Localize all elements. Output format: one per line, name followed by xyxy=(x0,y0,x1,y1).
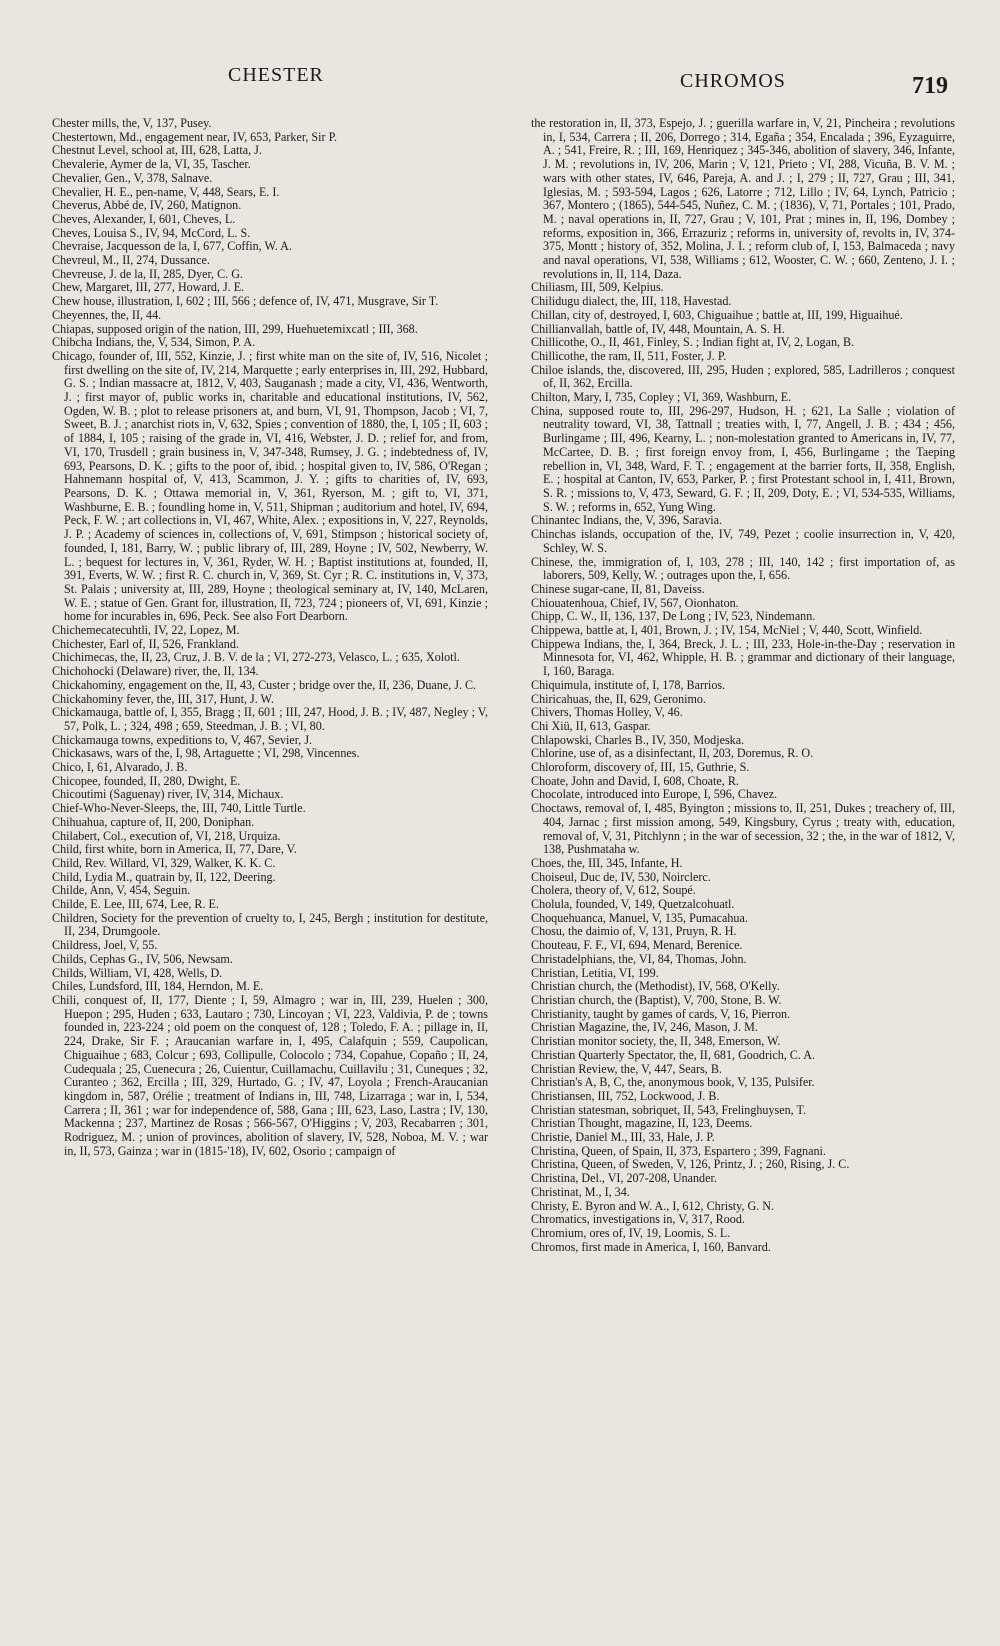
index-entry: Chillianvallah, battle of, IV, 448, Mountain, A. S. H. xyxy=(531,321,785,336)
index-entry: Chosu, the daimio of, V, 131, Pruyn, R. H. xyxy=(531,924,737,939)
index-entry: Christian, Letitia, VI, 199. xyxy=(531,965,659,980)
index-entry: Choate, John and David, I, 608, Choate, R. xyxy=(531,773,739,788)
index-entry: Chiricahuas, the, II, 629, Geronimo. xyxy=(531,691,706,706)
index-entry: China, supposed route to, III, 296-297, Hudson, H. ; 621, La Salle ; violation of neutrality toward, VI, 38, Tattnall ; treaties with, I, 77, Angell, J. B. ; 434 ; 456, Burlingame ; III, 496, Kearny, L. ; non-molestation granted to Americans in, IV, 77, McCartee, D. B. ; first foreign envoy from, I, 456, Burlingame ; the Taeping rebellion in, VI, 348, Ward, F. T. ; engagement at the barrier forts, II, 358, English, E. ; hospital at Canton, IV, 653, Parker, P. ; first Protestant school in, I, 411, Brown, S. R. ; missions to, V, 473, Seward, G. F. ; II, 209, Doty, E. ; VI, 534-535, Williams, S. W. ; reforms in, 652, Yung Wing. xyxy=(531,403,955,514)
index-entry: Chiapas, supposed origin of the nation, III, 299, Huehuetemixcatl ; III, 368. xyxy=(52,321,418,336)
index-entry: Childs, William, VI, 428, Wells, D. xyxy=(52,965,223,980)
index-entry: Chinese sugar-cane, II, 81, Daveiss. xyxy=(531,581,705,596)
index-entry: Chippewa, battle at, I, 401, Brown, J. ; IV, 154, McNiel ; V, 440, Scott, Winfield. xyxy=(531,623,923,638)
index-entry: Choiseul, Duc de, IV, 530, Noirclerc. xyxy=(531,869,711,884)
index-entry: Christian monitor society, the, II, 348, Emerson, W. xyxy=(531,1034,781,1049)
index-entry: Chippewa Indians, the, I, 364, Breck, J. L. ; III, 233, Hole-in-the-Day ; reservation in Minnesota for, VI, 462, Whipple, H. B. ; grammar and dictionary of their language, I, 160, Baraga. xyxy=(531,636,955,679)
index-entry: Chinantec Indians, the, V, 396, Saravia. xyxy=(531,513,723,528)
index-entry: Christina, Queen, of Sweden, V, 126, Printz, J. ; 260, Rising, J. C. xyxy=(531,1157,850,1172)
index-entry: Chicopee, founded, II, 280, Dwight, E. xyxy=(52,773,241,788)
index-entry: Chester mills, the, V, 137, Pusey. xyxy=(52,117,212,130)
index-entry: Child, Rev. Willard, VI, 329, Walker, K. K. C. xyxy=(52,855,276,870)
index-entry: Christinat, M., I, 34. xyxy=(531,1184,630,1199)
index-entry: Chihuahua, capture of, II, 200, Doniphan. xyxy=(52,814,255,829)
index-entry: Chinese, the, immigration of, I, 103, 278 ; III, 140, 142 ; first importation of, as laborers, 509, Kelly, W. ; outrages upon the, I, 656. xyxy=(531,554,955,583)
index-entry: Cheverus, Abbé de, IV, 260, Matignon. xyxy=(52,198,242,213)
index-entry: Childe, E. Lee, III, 674, Lee, R. E. xyxy=(52,897,219,912)
index-entry: Chickahominy, engagement on the, II, 43, Custer ; bridge over the, II, 236, Duane, J. C. xyxy=(52,677,477,692)
index-entry: Christian Review, the, V, 447, Sears, B. xyxy=(531,1061,722,1076)
index-entry: Choquehuanca, Manuel, V, 135, Pumacahua. xyxy=(531,910,748,925)
index-entry: Chickamauga, battle of, I, 355, Bragg ; II, 601 ; III, 247, Hood, J. B. ; IV, 487, Negley ; V, 57, Polk, L. ; 324, 498 ; 659, Steedman, J. B. ; VI, 80. xyxy=(52,705,488,733)
index-entry: Chevalerie, Aymer de la, VI, 35, Tascher. xyxy=(52,157,251,172)
index-entry: Chew house, illustration, I, 602 ; III, 566 ; defence of, IV, 471, Musgrave, Sir T. xyxy=(52,294,439,309)
index-entry: Chiouatenhoua, Chief, IV, 567, Oionhaton. xyxy=(531,595,739,610)
index-entry: Chevalier, H. E., pen-name, V, 448, Sears, E. I. xyxy=(52,184,280,199)
index-entry: Chillan, city of, destroyed, I, 603, Chiguaihue ; battle at, III, 199, Higuaihué. xyxy=(531,307,903,322)
index-entry: Chilton, Mary, I, 735, Copley ; VI, 369, Washburn, E. xyxy=(531,390,792,405)
index-entry: Chloroform, discovery of, III, 15, Guthrie, S. xyxy=(531,760,750,775)
index-entry: Christian statesman, sobriquet, II, 543, Frelinghuysen, T. xyxy=(531,1102,806,1117)
index-entry: Chichemecatecuhtli, IV, 22, Lopez, M. xyxy=(52,623,240,638)
index-entry: Christian Thought, magazine, II, 123, Deems. xyxy=(531,1116,753,1131)
index-entry: Chickasaws, wars of the, I, 98, Artaguette ; VI, 298, Vincennes. xyxy=(52,746,360,761)
index-entry: Christian Quarterly Spectator, the, II, 681, Goodrich, C. A. xyxy=(531,1047,815,1062)
index-entry: Chico, I, 61, Alvarado, J. B. xyxy=(52,760,188,775)
index-entry: Chew, Margaret, III, 277, Howard, J. E. xyxy=(52,280,245,295)
index-entry: Christian church, the (Baptist), V, 700, Stone, B. W. xyxy=(531,993,782,1007)
index-entry: Chestertown, Md., engagement near, IV, 653, Parker, Sir P. xyxy=(52,129,337,144)
index-entry: Christian church, the (Methodist), IV, 568, O'Kelly. xyxy=(531,979,780,994)
index-entry: Choctaws, removal of, I, 485, Byington ; missions to, II, 251, Dukes ; treachery of, III, 404, Jarnac ; first mission among, 549, Kingsbury, Cyrus ; treaty with, education, removal of, V, 31, Pitchlynn ; in the war of secession, 32 ; the, in the war of 1812, V, 138, Pushmataha w. xyxy=(531,801,955,857)
index-entry: Cholera, theory of, V, 612, Soupé. xyxy=(531,883,696,898)
index-entry: Chichohocki (Delaware) river, the, II, 134. xyxy=(52,664,259,679)
index-entry: Child, Lydia M., quatrain by, II, 122, Deering. xyxy=(52,869,276,884)
running-head-left: CHESTER xyxy=(228,64,324,86)
index-column-right xyxy=(531,117,955,1639)
index-entry: Chillicothe, the ram, II, 511, Foster, J. P. xyxy=(531,348,727,363)
index-entry: Chinchas islands, occupation of the, IV, 749, Pezet ; coolie insurrection in, V, 420, Schley, W. S. xyxy=(531,527,955,555)
index-entry: Christina, Del., VI, 207-208, Unander. xyxy=(531,1171,717,1186)
index-entry: Chickahominy fever, the, III, 317, Hunt, J. W. xyxy=(52,691,274,706)
index-entry: Childress, Joel, V, 55. xyxy=(52,938,158,953)
index-entry: Childs, Cephas G., IV, 506, Newsam. xyxy=(52,951,233,966)
index-entry: Chicago, founder of, III, 552, Kinzie, J. ; first white man on the site of, IV, 516, Nicolet ; first dwelling on the site of, IV, 214, Marquette ; early enterprises in, III, 292, Hubbard, G. S. ; Indian massacre at, 1812, V, 403, Sauganash ; made a city, VI, 436, Wentworth, J. ; first mayor of, public works in, charitable and educational institutions, IV, 562, Ogden, W. B. ; plot to release prisoners at, and burn, VI, 91, Thompson, Jacob ; VI, 7, Sweet, B. J. ; anarchist riots in, V, 632, Spies ; convention of 1880, the, I, 105 ; II, 603 ; of 1884, I, 105 ; raising of the grade in, VI, 416, Webster, J. D. ; relief for, and from, VI, 170, Trusdell ; grain business in, V, 347-348, Rumsey, J. G. ; indebtedness of, IV, 693, Pearsons, D. K. ; gifts to the poor of, ibid. ; hospital given to, IV, 586, O'Regan ; Hahnemann hospital of, V, 413, Scammon, J. Y. ; gifts to charities of, IV, 693, Pearsons, D. K. ; Ottawa memorial in, V, 361, Ryerson, M. ; gift to, VI, 371, Washburne, E. B. ; foundling home in, V, 511, Shipman ; auditorium and hotel, IV, 694, Peck, F. W. ; art collections in, VI, 467, White, Alex. ; expositions in, V, 227, Reynolds, J. P. ; Academy of sciences in, collections of, V, 691, Stimpson ; historical society of, founded, I, 181, Barry, W. ; public library of, III, 289, Hoyne ; IV, 502, Newberry, W. L. ; bequest for lectures in, V, 361, Ryder, W. H. ; Baptist institutions at, founded, II, 391, Everts, W. W. ; first R. C. church in, V, 369, St. Cyr ; R. C. institutions in, V, 373, St. Palais ; university at, III, 289, Hoyne ; theological seminary at, IV, 140, McLaren, W. E. ; statue of Gen. Grant for, illustration, II, 723, 724 ; pioneers of, VI, 691, Kinzie ; home for incurables in, 696, Peck. See also Fort Dearborn. xyxy=(52,348,488,624)
index-entry: Chipp, C. W., II, 136, 137, De Long ; IV, 523, Nindemann. xyxy=(531,609,816,624)
index-entry: Chilabert, Col., execution of, VI, 218, Urquiza. xyxy=(52,828,281,843)
index-entry: Christadelphians, the, VI, 84, Thomas, John. xyxy=(531,951,747,966)
index-entry: Christie, Daniel M., III, 33, Hale, J. P. xyxy=(531,1130,715,1145)
index-entry: Christina, Queen, of Spain, II, 373, Espartero ; 399, Fagnani. xyxy=(531,1143,826,1158)
index-entry: Chromium, ores of, IV, 19, Loomis, S. L. xyxy=(531,1225,731,1240)
index-entry: Christy, E. Byron and W. A., I, 612, Christy, G. N. xyxy=(531,1198,774,1213)
index-entry: Chichimecas, the, II, 23, Cruz, J. B. V. de la ; VI, 272-273, Velasco, L. ; 635, Xolotl. xyxy=(52,650,460,665)
index-entry: Child, first white, born in America, II, 77, Dare, V. xyxy=(52,842,297,857)
index-entry: Cheyennes, the, II, 44. xyxy=(52,307,162,322)
index-entry: Christian's A, B, C, the, anonymous book, V, 135, Pulsifer. xyxy=(531,1075,815,1090)
index-entry: Chlorine, use of, as a disinfectant, II, 203, Doremus, R. O. xyxy=(531,746,814,761)
index-entry: Chivers, Thomas Holley, V, 46. xyxy=(531,705,683,720)
running-head-right: CHROMOS xyxy=(680,70,786,92)
index-entry: Chevreul, M., II, 274, Dussance. xyxy=(52,253,210,268)
index-entry: Chromos, first made in America, I, 160, Banvard. xyxy=(531,1239,771,1254)
index-entry: Chiquimula, institute of, I, 178, Barrios. xyxy=(531,677,726,692)
index-entry: Childe, Ann, V, 454, Seguin. xyxy=(52,883,191,898)
index-entry: Christianity, taught by games of cards, V, 16, Pierron. xyxy=(531,1006,791,1021)
index-entry: Chiliasm, III, 509, Kelpius. xyxy=(531,280,664,295)
index-entry: Chickamauga towns, expeditions to, V, 467, Sevier, J. xyxy=(52,732,313,747)
index-entry: Chibcha Indians, the, V, 534, Simon, P. A. xyxy=(52,335,256,350)
index-entry: Chief-Who-Never-Sleeps, the, III, 740, Little Turtle. xyxy=(52,801,306,816)
index-entry: Cholula, founded, V, 149, Quetzalcohuatl. xyxy=(531,897,735,912)
index-entry: Chouteau, F. F., VI, 694, Menard, Berenice. xyxy=(531,938,743,953)
index-entry: Cheves, Louisa S., IV, 94, McCord, L. S. xyxy=(52,225,251,240)
index-entry: Chevalier, Gen., V, 378, Salnave. xyxy=(52,170,213,185)
index-entry: Chestnut Level, school at, III, 628, Latta, J. xyxy=(52,143,262,158)
index-entry: Chilidugu dialect, the, III, 118, Havestad. xyxy=(531,294,732,309)
index-entry: Chillicothe, O., II, 461, Finley, S. ; Indian fight at, IV, 2, Logan, B. xyxy=(531,335,855,350)
index-entry: the restoration in, II, 373, Espejo, J. ; guerilla warfare in, V, 21, Pincheira ; revolutions in, I, 534, Carrera ; II, 206, Dorrego ; 314, Egaña ; 354, Encalada ; 396, Eyzaguirre, A. ; 541, Freire, R. ; III, 169, Henriquez ; 345-346, abolition of slavery, 346, Infante, J. M. ; revolutions in, IV, 206, Marin ; V, 121, Prieto ; VI, 288, Vicuña, B. V. M. ; wars with other states, IV, 646, Pareja, A. and J. ; I, 279 ; II, 727, Grau ; III, 341, Iglesias, M. ; 593-594, Lagos ; 626, Latorre ; 712, Lillo ; IV, 64, Lynch, Patricio ; 367, Montero ; (1865), 544-545, Nuñez, C. M. ; (1836), V, 71, Portales ; 101, Prado, M. ; naval operations in, II, 727, Grau ; V, 101, Prat ; mines in, II, 196, Dombey ; reforms, exposition in, 366, Errazuriz ; reforms in, university of, revolts in, IV, 374-375, Montt ; history of, 352, Molina, J. I. ; reform club of, I, 153, Balmaceda ; navy and naval operations, VI, 538, Williams ; 612, Wooster, C. W. ; 660, Zenteno, J. I. ; revolutions in, II, 114, Daza. xyxy=(531,117,955,281)
index-entry: Chicoutimi (Saguenay) river, IV, 314, Michaux. xyxy=(52,787,284,802)
index-entry: Chromatics, investigations in, V, 317, Rood. xyxy=(531,1212,745,1227)
index-entry: Chevraise, Jacquesson de la, I, 677, Coffin, W. A. xyxy=(52,239,292,254)
page-number: 719 xyxy=(912,73,948,99)
index-entry: Chiloe islands, the, discovered, III, 295, Huden ; explored, 585, Ladrilleros ; conquest of, II, 362, Ercilla. xyxy=(531,362,955,391)
index-entry: Cheves, Alexander, I, 601, Cheves, L. xyxy=(52,211,236,226)
index-entry: Chlapowski, Charles B., IV, 350, Modjeska. xyxy=(531,732,745,747)
index-entry: Chocolate, introduced into Europe, I, 596, Chavez. xyxy=(531,787,778,802)
index-entry: Christiansen, III, 752, Lockwood, J. B. xyxy=(531,1088,720,1103)
index-entry: Chi Xiü, II, 613, Gaspar. xyxy=(531,718,651,733)
index-entry: Children, Society for the prevention of cruelty to, I, 245, Bergh ; institution for destitute, II, 234, Drumgoole. xyxy=(52,910,488,939)
index-entry: Chili, conquest of, II, 177, Diente ; I, 59, Almagro ; war in, III, 239, Huelen ; 300, Huepon ; 295, Huden ; 633, Lautaro ; 730, Lincoyan ; VI, 223, Valdivia, P. de ; towns founded in, 223-224 ; old poem on the conquest of, 128 ; Toledo, F. A. ; pillage in, II, 224, Drake, Sir F. ; Araucanian warfare in, I, 495, Calafquin ; 559, Caupolican, Chiguaihue ; 683, Colcur ; 693, Collipulle, Colocolo ; 734, Copahue, Copaño ; II, 24, Cudequala ; 25, Cuenecura ; 26, Cuientur, Cuillamachu, Cuillavilu ; 31, Cuneques ; 32, Curanteo ; 362, Ercilla ; III, 329, Hurtado, G. ; IV, 47, Loyola ; French-Araucanian kingdom in, 587, Orélie ; treatment of Indians in, III, 748, Lizarraga ; war in, I, 534, Carrera ; II, 361 ; war for independence of, 588, Gana ; III, 623, Laso, Lastra ; IV, 130, Mackenna ; 237, Martinez de Rosas ; 566-567, O'Higgins ; V, 203, Recabarren ; 301, Rodriguez, M. ; union of provinces, abolition of slavery, IV, 528, Noboa, M. V. ; war in, II, 573, Gainza ; war in (1815-'18), IV, 602, Osorio ; campaign of xyxy=(52,993,488,1158)
index-entry: Chevreuse, J. de la, II, 285, Dyer, C. G. xyxy=(52,266,243,281)
index-entry: Christian Magazine, the, IV, 246, Mason, J. M. xyxy=(531,1020,758,1035)
index-entry: Chiles, Lundsford, III, 184, Herndon, M. E. xyxy=(52,979,264,994)
index-entry: Choes, the, III, 345, Infante, H. xyxy=(531,855,683,870)
index-entry: Chichester, Earl of, II, 526, Frankland. xyxy=(52,636,239,651)
index-column-left xyxy=(52,117,488,1639)
